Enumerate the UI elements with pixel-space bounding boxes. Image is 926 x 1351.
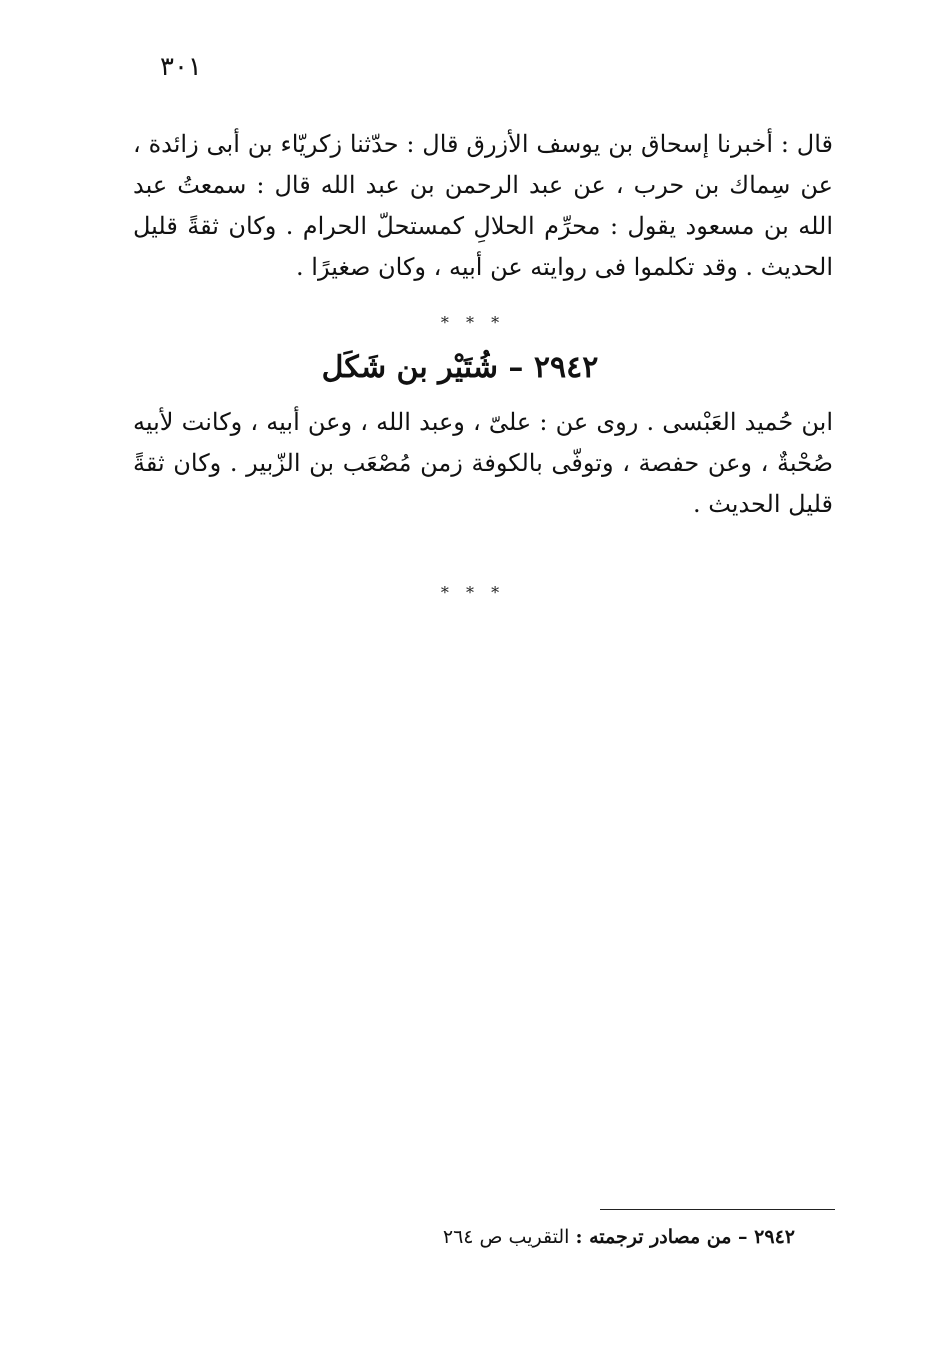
entry-body [133, 402, 833, 525]
paragraph-text: ابن حُميد العَبْسى . روى عن : علىّ ، وعبد الله ، وعن أبيه ، وكانت لأبيه صُحْبةٌ ، وعن حفصة ، وتوفّى بالكوفة زمن مُصْعَب بن الزّبير . وكان ثقةً قليل الحديث . [133, 408, 833, 518]
paragraph-text: قال : أخبرنا إسحاق بن يوسف الأزرق قال : حدّثنا زكريّاء بن أبى زائدة ، عن سِماك بن حرب ، عن عبد الرحمن بن عبد الله قال : سمعتُ عبد الله بن مسعود يقول : محرِّم الحلالِ كمستحلّ الحرام . وكان ثقةً قليل الحديث . وقد تكلموا فى روايته عن أبيه ، وكان صغيرًا . [133, 130, 833, 281]
footnote-divider [600, 1209, 835, 1210]
entry-heading: ٢٩٤٢ – شُتَيْر بن شَكَل [321, 350, 599, 385]
footnote-label: ٢٩٤٢ – من مصادر ترجمته : [575, 1226, 795, 1248]
paragraph-continuation [133, 124, 833, 288]
section-separator: * * * [440, 583, 506, 602]
footnote [380, 1223, 795, 1251]
section-separator: * * * [440, 313, 506, 332]
footnote-text: التقريب ص ٢٦٤ [442, 1226, 570, 1248]
page-number: ٣٠١ [160, 52, 202, 82]
